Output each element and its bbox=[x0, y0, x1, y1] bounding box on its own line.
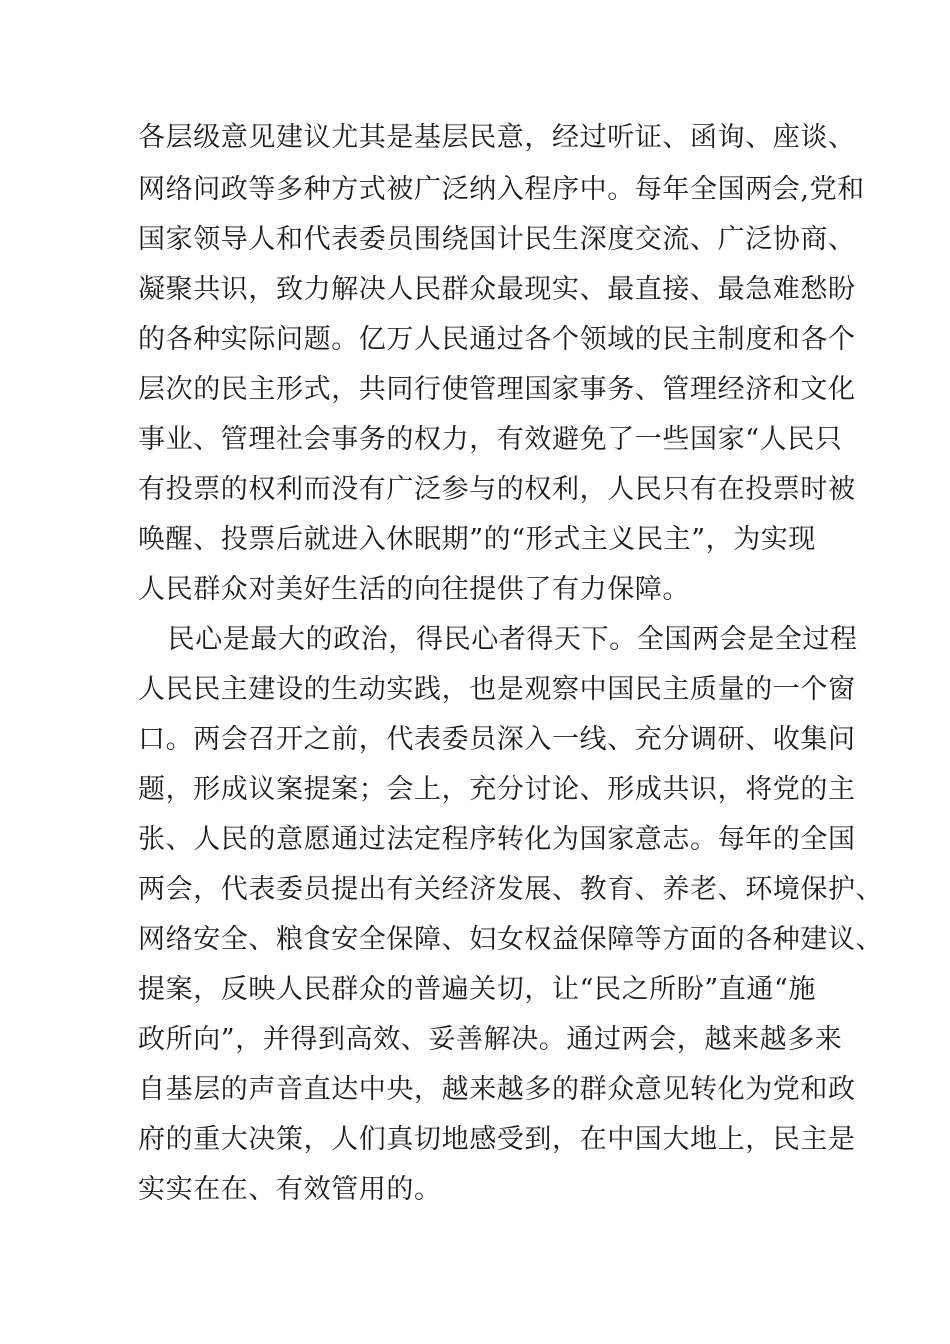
paragraph-line: 两会，代表委员提出有关经济发展、教育、养老、环境保护、 bbox=[138, 874, 884, 905]
paragraph-line: 唤醒、投票后就进入休眠期”的“形式主义民主”，为实现 bbox=[138, 524, 817, 555]
paragraph-line: 题，形成议案提案；会上，充分讨论、形成共识，将党的主 bbox=[138, 774, 856, 805]
paragraph-line: 实实在在、有效管用的。 bbox=[138, 1174, 442, 1205]
paragraph-line: 国家领导人和代表委员围绕国计民生深度交流、广泛协商、 bbox=[138, 224, 856, 255]
paragraph-line: 凝聚共识，致力解决人民群众最现实、最直接、最急难愁盼 bbox=[138, 274, 856, 305]
paragraph-line: 人民民主建设的生动实践，也是观察中国民主质量的一个窗 bbox=[138, 674, 856, 705]
paragraph-line: 人民群众对美好生活的向往提供了有力保障。 bbox=[138, 574, 690, 605]
paragraph-line: 张、人民的意愿通过法定程序转化为国家意志。每年的全国 bbox=[138, 824, 856, 855]
paragraph-line: 事业、管理社会事务的权力，有效避免了一些国家“人民只 bbox=[138, 424, 843, 455]
paragraph-line: 网络问政等多种方式被广泛纳入程序中。每年全国两会,党和 bbox=[138, 174, 865, 205]
paragraph-line: 府的重大决策，人们真切地感受到，在中国大地上，民主是 bbox=[138, 1124, 856, 1155]
paragraph-line: 政所向”，并得到高效、妥善解决。通过两会，越来越多来 bbox=[138, 1024, 843, 1055]
paragraph-line: 口。两会召开之前，代表委员深入一线、充分调研、收集问 bbox=[138, 724, 856, 755]
paragraph-line: 网络安全、粮食安全保障、妇女权益保障等方面的各种建议、 bbox=[138, 924, 884, 955]
paragraph-line: 提案，反映人民群众的普遍关切，让“民之所盼”直通“施 bbox=[138, 974, 817, 1005]
paragraph-line: 民心是最大的政治，得民心者得天下。全国两会是全过程 bbox=[140, 624, 858, 655]
paragraph-line: 层次的民主形式，共同行使管理国家事务、管理经济和文化 bbox=[138, 374, 856, 405]
paragraph-line: 自基层的声音直达中央，越来越多的群众意见转化为党和政 bbox=[138, 1074, 856, 1105]
paragraph-line: 有投票的权利而没有广泛参与的权利，人民只有在投票时被 bbox=[138, 474, 856, 505]
paragraph-line: 的各种实际问题。亿万人民通过各个领域的民主制度和各个 bbox=[138, 324, 856, 355]
paragraph-line: 各层级意见建议尤其是基层民意，经过听证、函询、座谈、 bbox=[138, 122, 856, 153]
